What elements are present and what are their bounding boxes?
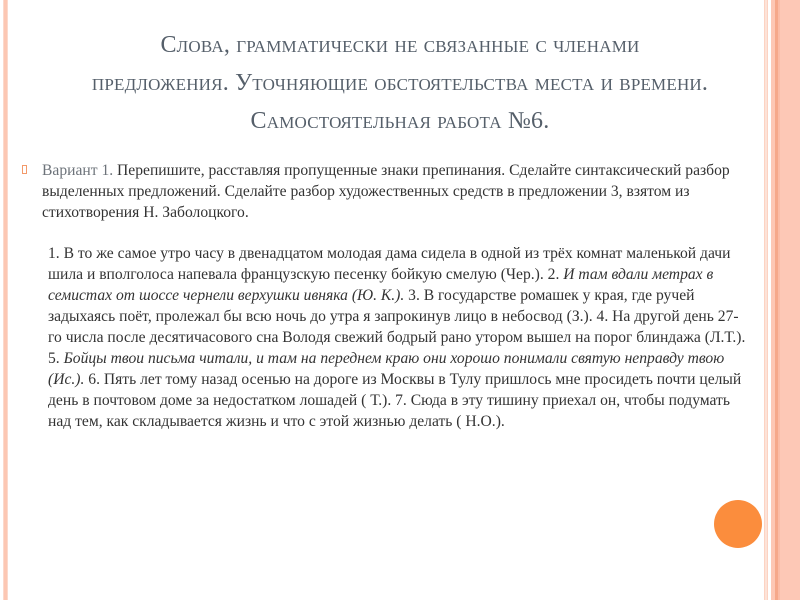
right-border-band — [780, 0, 800, 600]
title-line: Слова, грамматически не связанные с членами — [160, 32, 640, 58]
left-border-stripe — [7, 0, 8, 600]
right-border-stripe — [767, 0, 768, 600]
bullet-icon — [22, 165, 27, 174]
task-text — [42, 160, 732, 223]
sentence-5-highlighted: Бойцы твои письма читали, и там на переднем краю они хорошо понимали святую неправду твою (Ис.). — [48, 350, 725, 388]
sentence-2-number: 2. — [547, 266, 564, 283]
decorative-circle-icon — [714, 500, 762, 548]
sentence-5-number: 5. — [48, 350, 64, 367]
task-instructions: Перепишите, расставляя пропущенные знаки препинания. Сделайте синтаксический разбор выделенных предложений. Сделайте разбор художественных средств в предложении 3, взятом из стихотворения Н. Заболоцкого. — [42, 162, 730, 221]
title-line: предложения. Уточняющие обстоятельства места и времени. — [91, 70, 709, 96]
exercise-text — [48, 243, 748, 432]
sentence-2-highlighted: И там вдали метрах в семистах от шоссе чернели верхушки ивняка (Ю. К.). — [48, 266, 714, 304]
variant-label: Вариант 1. — [42, 162, 114, 179]
slide-title — [60, 26, 740, 140]
sentence-1: 1. В то же самое утро часу в двенадцатом молодая дама сидела в одной из трёх комнат маленькой дачи шила и вполголоса напевала французскую песенку бойкую смелую (Чер.). — [48, 245, 731, 283]
title-line: Самостоятельная работа №6. — [250, 108, 550, 134]
sentences-3-4: 3. В государстве ромашек у края, где ручей задыхаясь поёт, пролежал бы всю ночь до утра я запрокинув лицо в небосвод (З.). 4. На другой день 27-го числа после десятичасового сна Володя свежий бодрый рано утором вышел на порог блиндажа (Л.Т.). — [48, 287, 746, 346]
sentences-6-7: 6. Пять лет тому назад осенью на дороге из Москвы в Тулу пришлось мне просидеть почти целый день в почтовом доме за недостатком лошадей ( Т.). 7. Сюда в эту тишину приехал он, чтобы подумать над тем, как складывается жизнь и что с этой жизнью делать ( Н.О.). — [48, 371, 742, 430]
